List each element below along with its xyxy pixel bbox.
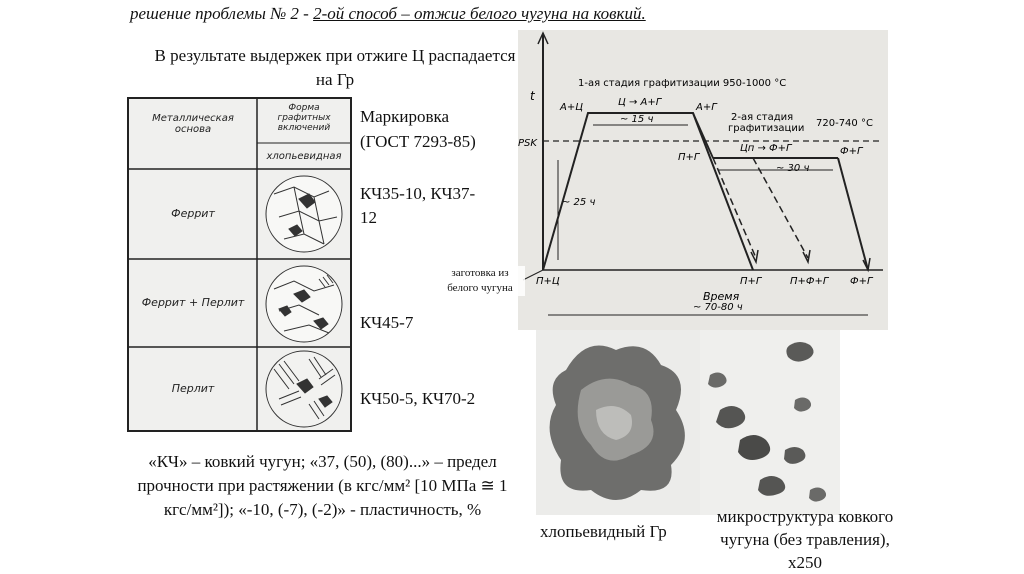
result-text: В результате выдержек при отжиге Ц распадается на Гр xyxy=(154,46,516,89)
header-metal-base: Металлическая основа xyxy=(152,113,234,135)
row-ferrite-pearlite: Феррит + Перлит xyxy=(141,296,245,309)
t-axis-label: t xyxy=(530,89,535,103)
reaction1: Ц → А+Г xyxy=(618,97,662,108)
marking-header xyxy=(360,104,476,154)
flake-graphite-image xyxy=(536,330,701,515)
stage2-line2: графитизации xyxy=(728,123,805,134)
label-a-g-top: А+Г xyxy=(696,102,717,113)
slide-title: решение проблемы № 2 - 2-ой способ – отжиг белого чугуна на ковкий. xyxy=(130,4,646,23)
label-a-c: А+Ц xyxy=(560,102,583,113)
annealing-graph-svg xyxy=(518,30,888,330)
caption-microstructure: микроструктура ковкого чугуна (без травления), х250 xyxy=(716,507,894,572)
stage2-temp: 720-740 °C xyxy=(816,118,873,129)
flake-graphite-svg xyxy=(536,330,701,515)
time-25: ~ 25 ч xyxy=(562,197,596,208)
label-f-g-top: Ф+Г xyxy=(840,146,863,157)
blank-label: заготовка из белого чугуна xyxy=(435,266,525,296)
grade-pearlite: КЧ50-5, КЧ70-2 xyxy=(360,389,476,408)
structure-table-drawing xyxy=(129,99,350,430)
pearlite-microstructure xyxy=(266,351,342,427)
grade-ferrite-pearlite: КЧ45-7 xyxy=(360,313,414,332)
row-pearlite: Перлит xyxy=(171,382,215,395)
stage2-line1: 2-ая стадия xyxy=(731,112,794,123)
structure-table xyxy=(127,97,352,432)
grade-ferrite: КЧ35-10, КЧ37- 12 xyxy=(360,184,476,227)
label-p-g-bottom: П+Г xyxy=(740,276,762,287)
reaction2: Цп → Ф+Г xyxy=(740,143,792,154)
time-30: ~ 30 ч xyxy=(776,163,810,174)
ferrite-microstructure xyxy=(266,176,342,252)
time-15: ~ 15 ч xyxy=(620,114,654,125)
header-flake: хлопьевидная xyxy=(266,151,342,162)
label-f-g-bottom: Ф+Г xyxy=(850,276,873,287)
note-text: «КЧ» – ковкий чугун; «37, (50), (80)...» – предел прочности при растяжении (в кгс/мм² [10 МПа ≅ 1 кгс/мм²]); «-10, (-7), (-2)» - пластичность, % xyxy=(137,452,508,519)
label-p-g-left: П+Г xyxy=(678,152,700,163)
annealing-curve-1 xyxy=(543,113,753,270)
label-p-c: П+Ц xyxy=(536,276,560,287)
ferrite-pearlite-microstructure xyxy=(266,266,342,342)
ductile-iron-micro-image xyxy=(700,330,840,515)
gost-label: (ГОСТ 7293-85) xyxy=(360,132,476,151)
time-axis-label: Время xyxy=(703,290,740,303)
caption-flake-graphite: хлопьевидный Гр xyxy=(540,522,667,541)
psk-label: PSK xyxy=(518,138,537,149)
stage1-label: 1-ая стадия графитизации 950-1000 °C xyxy=(578,78,787,89)
ductile-iron-micro-svg xyxy=(700,330,840,515)
label-p-f-g: П+Ф+Г xyxy=(790,276,829,287)
marking-label: Маркировка xyxy=(360,107,450,126)
row-ferrite: Феррит xyxy=(171,207,215,220)
annealing-graph xyxy=(518,30,888,330)
time-total: ~ 70-80 ч xyxy=(693,302,743,313)
header-graphite-form: Форма графитных включений xyxy=(277,103,331,133)
